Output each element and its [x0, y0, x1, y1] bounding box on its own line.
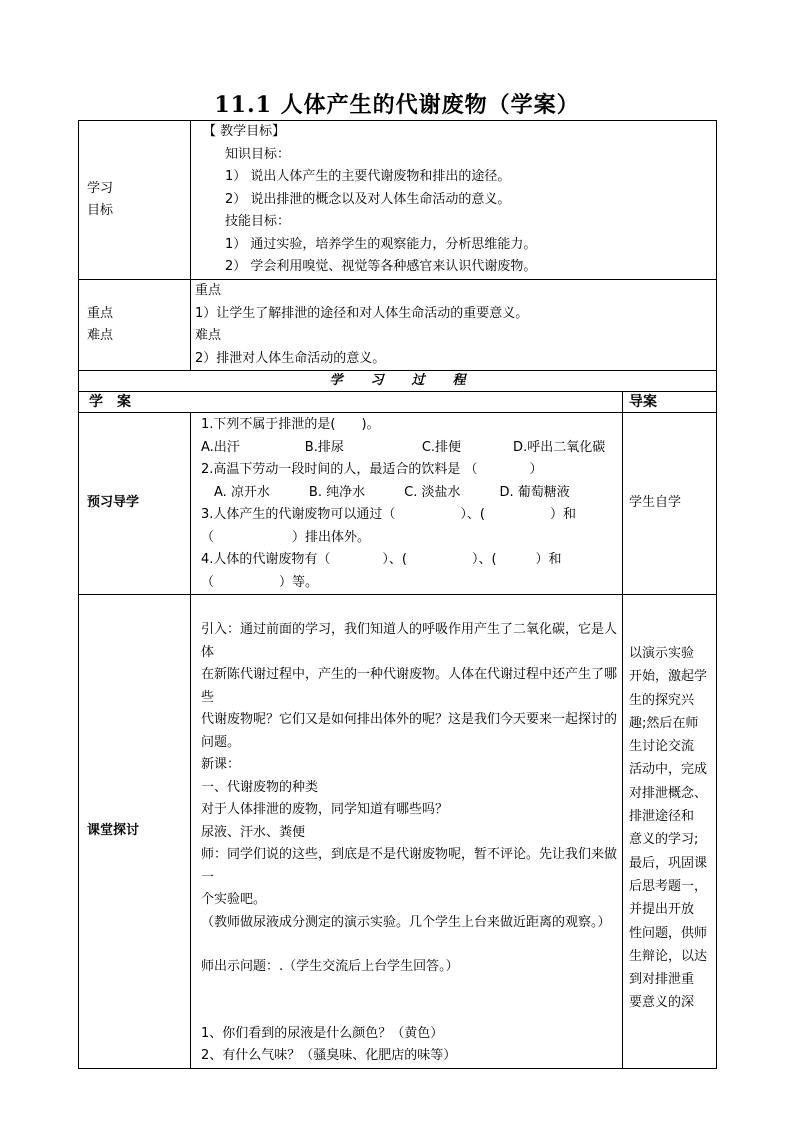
- preview-line-3: 2.高温下劳动一段时间的人，最适合的饮料是 （ ）: [201, 462, 543, 477]
- objectives-header: 【 教学目标】: [203, 124, 286, 139]
- classroom-line-17: 2、有什么气味？（骚臭味、化肥店的味等）: [201, 1048, 457, 1063]
- classroom-line-11: （教师做尿液成分测定的演示实验。几个学生上台来做近距离的观察。）: [201, 914, 611, 930]
- guide-line-5: 生讨论交流: [629, 739, 695, 755]
- guide-line-7: 对排泄概念、: [629, 785, 708, 801]
- page-title: 11.1 人体产生的代谢废物（学案）: [214, 92, 580, 118]
- knowledge-item-2: 2） 说出排泄的概念以及对人体生命活动的意义。: [225, 191, 511, 207]
- key-title: 重点: [195, 283, 222, 298]
- preview-line-2: A.出汗 B.排尿 C.排便 D.呼出二氧化碳: [201, 439, 606, 455]
- preview-line-4: A. 凉开水 B. 纯净水 C. 淡盐水 D. 葡萄糖液: [201, 484, 570, 500]
- guide-line-11: 后思考题一，: [629, 878, 708, 894]
- classroom-row: [79, 595, 717, 1069]
- preview-row: [79, 413, 717, 595]
- guide-line-15: 到对排泄重: [629, 972, 695, 988]
- classroom-content: [191, 595, 623, 1069]
- objectives-content: [191, 121, 717, 280]
- classroom-line-10: 个实验吧。: [201, 892, 267, 907]
- objectives-label-line1: 学习: [87, 180, 114, 196]
- guide-line-4: 趣;然后在师: [629, 715, 699, 731]
- lesson-table: [78, 120, 717, 1069]
- guide-line-10: 最后，巩固课: [629, 855, 708, 871]
- study-case-header: 学 案: [79, 392, 623, 413]
- objectives-label: [79, 121, 191, 280]
- skill-title: 技能目标：: [225, 214, 291, 229]
- key-label-line2: 难点: [87, 328, 114, 343]
- objectives-row: [79, 121, 717, 280]
- key-points-row: [79, 280, 717, 371]
- knowledge-title: 知识目标：: [225, 146, 291, 162]
- preview-line-8: （ ）等。: [201, 574, 319, 590]
- process-title-row: [79, 371, 717, 392]
- guide-line-13: 性问题，供师: [629, 925, 708, 941]
- guide-line-2: 开始，激起学: [629, 669, 708, 685]
- preview-line-5: 3.人体产生的代谢废物可以通过（ ）、( ）和: [201, 507, 576, 522]
- key-points-label: [79, 280, 191, 371]
- difficult-item: 2）排泄对人体生命活动的意义。: [195, 350, 386, 366]
- classroom-line-5: 新课：: [201, 757, 241, 772]
- preview-line-7: 4.人体的代谢废物有（ ）、( ）、( ）和: [201, 552, 562, 567]
- guide-line-1: 以演示实验: [629, 646, 695, 661]
- preview-guide: 学生自学: [623, 413, 717, 595]
- classroom-line-9: 师：同学们说的这些，到底是不是代谢废物呢，暂不评论。先让我们来做一: [201, 847, 618, 885]
- process-title: 学习过程: [79, 371, 717, 392]
- classroom-line-15: [201, 1001, 622, 1023]
- guide-line-3: 生的探究兴: [629, 692, 695, 708]
- guide-line-12: 并提出开放: [629, 902, 695, 918]
- classroom-line-2: 在新陈代谢过程中，产生的一种代谢废物。人体在代谢过程中还产生了哪些: [201, 667, 618, 705]
- guide-line-6: 活动中，完成: [629, 762, 708, 778]
- key-item: 1）让学生了解排泄的途径和对人体生命活动的重要意义。: [195, 305, 529, 321]
- preview-label: 预习导学: [79, 413, 191, 595]
- difficult-title: 难点: [195, 328, 222, 343]
- knowledge-item-1: 1） 说出人体产生的主要代谢废物和排出的途径。: [225, 169, 511, 184]
- classroom-line-13: 师出示问题：.（学生交流后上台学生回答。）: [201, 959, 459, 974]
- guide-line-9: 意义的学习;: [629, 832, 699, 848]
- classroom-line-3: 代谢废物呢？它们又是如何排出体外的呢？这是我们今天要来一起探讨的: [201, 712, 618, 727]
- column-header-row: [79, 392, 717, 413]
- classroom-line-8: 尿液、汗水、粪便: [201, 824, 306, 840]
- classroom-label: 课堂探讨: [79, 595, 191, 1069]
- preview-line-1: 1.下列不属于排泄的是( )。: [201, 417, 380, 432]
- skill-item-2: 2） 学会利用嗅觉、视觉等各种感官来认识代谢废物。: [225, 259, 537, 274]
- guide-line-14: 生辩论，以达: [629, 948, 708, 964]
- key-label-line1: 重点: [87, 305, 114, 321]
- classroom-line-16: 1、你们看到的尿液是什么颜色？（黄色）: [201, 1025, 444, 1041]
- classroom-guide: [623, 595, 717, 1069]
- key-points-content: [191, 280, 717, 371]
- skill-item-1: 1） 通过实验，培养学生的观察能力，分析思维能力。: [225, 236, 537, 252]
- classroom-line-1: 引入：通过前面的学习，我们知道人的呼吸作用产生了二氧化碳，它是人体: [201, 622, 618, 660]
- classroom-line-14: [201, 979, 622, 1001]
- classroom-line-6: 一、代谢废物的种类: [201, 779, 319, 795]
- classroom-line-4: 问题。: [201, 734, 241, 750]
- classroom-line-12: [201, 934, 622, 956]
- guide-case-header: 导案: [623, 392, 717, 413]
- objectives-label-line2: 目标: [87, 203, 114, 218]
- guide-line-8: 排泄途径和: [629, 809, 695, 825]
- classroom-line-7: 对于人体排泄的废物，同学知道有哪些吗？: [201, 802, 449, 817]
- preview-content: [191, 413, 623, 595]
- guide-line-16: 要意义的深: [629, 995, 695, 1011]
- preview-line-6: （ ）排出体外。: [201, 529, 371, 545]
